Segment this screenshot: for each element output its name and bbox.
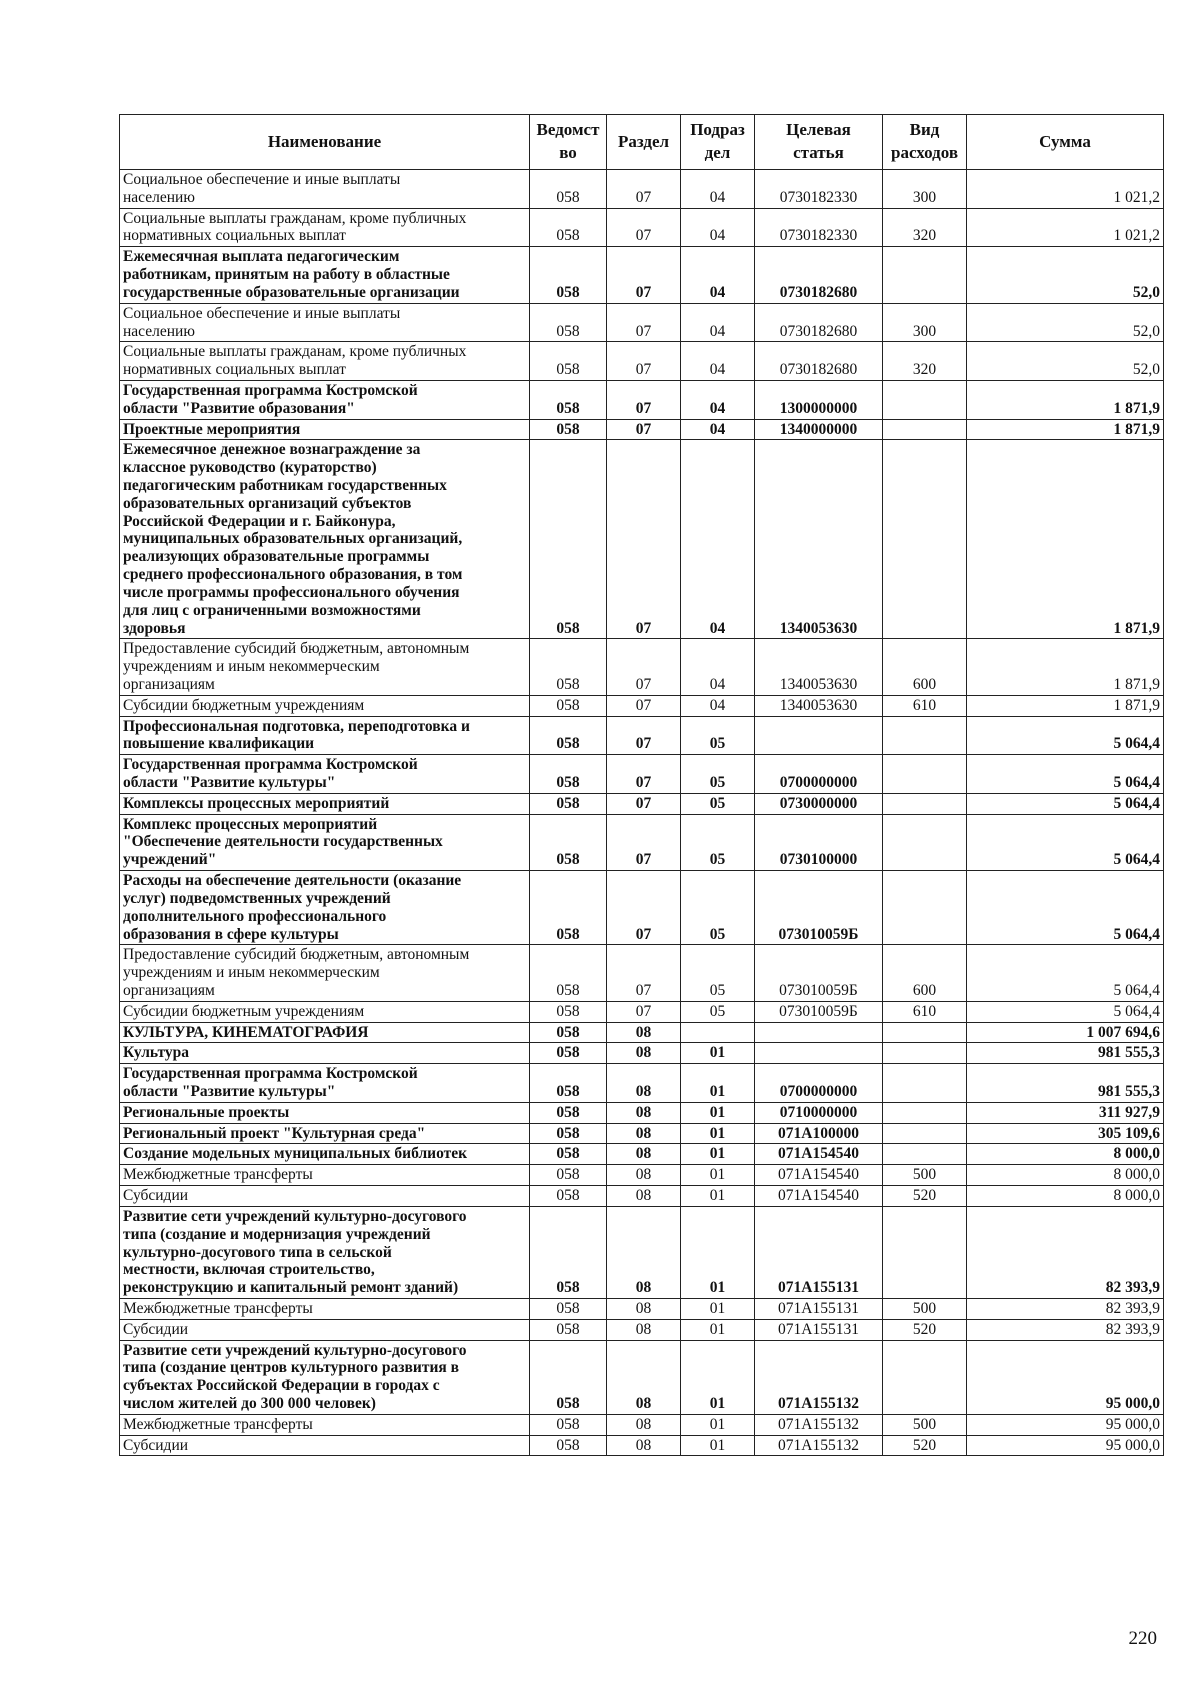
cell-name: Проектные мероприятия <box>120 419 530 440</box>
cell-target-item: 1340053630 <box>755 639 883 695</box>
cell-target-item: 0730182330 <box>755 170 883 209</box>
cell-expense-type: 320 <box>883 342 967 381</box>
cell-name: Профессиональная подготовка, переподготовка и повышение квалификации <box>120 716 530 755</box>
cell-section: 08 <box>607 1102 681 1123</box>
cell-subsection: 04 <box>681 639 755 695</box>
cell-target-item: 0730100000 <box>755 814 883 870</box>
cell-name: Предоставление субсидий бюджетным, автономным учреждениям и иным некоммерческим организациям <box>120 639 530 695</box>
table-row <box>120 1340 1164 1414</box>
cell-subsection: 04 <box>681 440 755 639</box>
cell-subsection: 01 <box>681 1043 755 1064</box>
cell-target-item: 0730182680 <box>755 247 883 303</box>
cell-department: 058 <box>530 1206 607 1298</box>
cell-amount: 1 021,2 <box>967 208 1164 247</box>
cell-section: 08 <box>607 1319 681 1340</box>
cell-department: 058 <box>530 1435 607 1456</box>
cell-amount: 1 021,2 <box>967 170 1164 209</box>
cell-section: 08 <box>607 1043 681 1064</box>
cell-subsection: 01 <box>681 1064 755 1103</box>
cell-department: 058 <box>530 1064 607 1103</box>
cell-section: 08 <box>607 1340 681 1414</box>
table-row <box>120 1435 1164 1456</box>
cell-name: Межбюджетные трансферты <box>120 1414 530 1435</box>
cell-target-item: 071A154540 <box>755 1144 883 1165</box>
table-header <box>120 115 1164 170</box>
cell-amount: 82 393,9 <box>967 1206 1164 1298</box>
cell-amount: 95 000,0 <box>967 1435 1164 1456</box>
cell-target-item <box>755 1043 883 1064</box>
cell-name: Создание модельных муниципальных библиотек <box>120 1144 530 1165</box>
cell-name: Социальные выплаты гражданам, кроме публичных нормативных социальных выплат <box>120 208 530 247</box>
cell-subsection: 01 <box>681 1298 755 1319</box>
table-row <box>120 1102 1164 1123</box>
cell-amount: 5 064,4 <box>967 716 1164 755</box>
cell-target-item: 071A155131 <box>755 1206 883 1298</box>
cell-department: 058 <box>530 342 607 381</box>
cell-amount: 1 871,9 <box>967 440 1164 639</box>
table-row <box>120 342 1164 381</box>
cell-section: 07 <box>607 695 681 716</box>
cell-target-item: 073010059Б <box>755 945 883 1001</box>
header-expense-type: Вид расходов <box>883 115 967 170</box>
cell-expense-type: 610 <box>883 695 967 716</box>
table-row <box>120 303 1164 342</box>
cell-section: 07 <box>607 945 681 1001</box>
cell-expense-type <box>883 1043 967 1064</box>
cell-name: Социальное обеспечение и иные выплаты населению <box>120 170 530 209</box>
cell-department: 058 <box>530 1022 607 1043</box>
cell-amount: 1 871,9 <box>967 639 1164 695</box>
cell-target-item: 073010059Б <box>755 871 883 945</box>
table-row <box>120 1123 1164 1144</box>
cell-section: 08 <box>607 1064 681 1103</box>
cell-subsection: 01 <box>681 1102 755 1123</box>
cell-name: Государственная программа Костромской области "Развитие образования" <box>120 380 530 419</box>
cell-target-item <box>755 1022 883 1043</box>
cell-subsection: 04 <box>681 695 755 716</box>
cell-name: Социальные выплаты гражданам, кроме публичных нормативных социальных выплат <box>120 342 530 381</box>
cell-name: Межбюджетные трансферты <box>120 1165 530 1186</box>
cell-target-item: 0730182680 <box>755 303 883 342</box>
cell-section: 07 <box>607 814 681 870</box>
cell-amount: 52,0 <box>967 342 1164 381</box>
cell-name: Субсидии <box>120 1319 530 1340</box>
cell-department: 058 <box>530 814 607 870</box>
cell-department: 058 <box>530 303 607 342</box>
cell-amount: 8 000,0 <box>967 1144 1164 1165</box>
cell-amount: 82 393,9 <box>967 1319 1164 1340</box>
cell-target-item: 0730182330 <box>755 208 883 247</box>
cell-amount: 1 871,9 <box>967 419 1164 440</box>
cell-amount: 5 064,4 <box>967 871 1164 945</box>
cell-target-item: 071A155132 <box>755 1340 883 1414</box>
cell-subsection: 04 <box>681 380 755 419</box>
table-row <box>120 208 1164 247</box>
cell-amount: 981 555,3 <box>967 1064 1164 1103</box>
cell-section: 08 <box>607 1165 681 1186</box>
cell-name: Межбюджетные трансферты <box>120 1298 530 1319</box>
cell-expense-type <box>883 793 967 814</box>
cell-expense-type <box>883 440 967 639</box>
cell-department: 058 <box>530 1165 607 1186</box>
cell-subsection: 01 <box>681 1414 755 1435</box>
table-row <box>120 945 1164 1001</box>
cell-amount: 95 000,0 <box>967 1340 1164 1414</box>
cell-department: 058 <box>530 793 607 814</box>
cell-name: Развитие сети учреждений культурно-досугового типа (создание центров культурного развития в субъектах Российской Федерации в городах с числом жителей до 300 000 человек) <box>120 1340 530 1414</box>
cell-target-item: 071A155132 <box>755 1435 883 1456</box>
cell-section: 07 <box>607 1001 681 1022</box>
cell-subsection: 01 <box>681 1144 755 1165</box>
cell-department: 058 <box>530 170 607 209</box>
cell-section: 07 <box>607 342 681 381</box>
cell-section: 07 <box>607 639 681 695</box>
table-row <box>120 716 1164 755</box>
cell-name: Предоставление субсидий бюджетным, автономным учреждениям и иным некоммерческим организациям <box>120 945 530 1001</box>
cell-section: 08 <box>607 1298 681 1319</box>
cell-name: Ежемесячное денежное вознаграждение за классное руководство (кураторство) педагогическим работникам государственных образовательных организаций субъектов Российской Федерации и г. Байконура, муниципальных образовательных организаций, реализующих образовательные программы среднего профессионального образования, в том числе программы профессионального обучения для лиц с ограниченными возможностями здоровья <box>120 440 530 639</box>
cell-subsection: 04 <box>681 303 755 342</box>
cell-section: 08 <box>607 1144 681 1165</box>
table-row <box>120 1001 1164 1022</box>
cell-expense-type: 600 <box>883 639 967 695</box>
cell-expense-type <box>883 1340 967 1414</box>
cell-expense-type <box>883 1064 967 1103</box>
cell-name: Комплексы процессных мероприятий <box>120 793 530 814</box>
cell-department: 058 <box>530 1414 607 1435</box>
cell-name: Государственная программа Костромской области "Развитие культуры" <box>120 755 530 794</box>
cell-department: 058 <box>530 945 607 1001</box>
cell-department: 058 <box>530 208 607 247</box>
cell-name: Субсидии <box>120 1186 530 1207</box>
cell-amount: 981 555,3 <box>967 1043 1164 1064</box>
cell-amount: 5 064,4 <box>967 1001 1164 1022</box>
cell-target-item: 1340000000 <box>755 419 883 440</box>
cell-subsection: 01 <box>681 1123 755 1144</box>
cell-amount: 95 000,0 <box>967 1414 1164 1435</box>
cell-expense-type: 500 <box>883 1298 967 1319</box>
cell-expense-type: 300 <box>883 303 967 342</box>
table-row <box>120 1319 1164 1340</box>
cell-department: 058 <box>530 1319 607 1340</box>
header-target-item: Целевая статья <box>755 115 883 170</box>
table-row <box>120 814 1164 870</box>
table-row <box>120 755 1164 794</box>
cell-expense-type <box>883 1022 967 1043</box>
cell-amount: 5 064,4 <box>967 793 1164 814</box>
cell-target-item: 1340053630 <box>755 695 883 716</box>
table-row <box>120 1414 1164 1435</box>
cell-department: 058 <box>530 1340 607 1414</box>
cell-expense-type <box>883 419 967 440</box>
cell-expense-type: 500 <box>883 1414 967 1435</box>
cell-subsection: 04 <box>681 419 755 440</box>
cell-subsection: 01 <box>681 1319 755 1340</box>
cell-expense-type: 300 <box>883 170 967 209</box>
table-row <box>120 1186 1164 1207</box>
table-row <box>120 1165 1164 1186</box>
table-body <box>120 170 1164 1456</box>
table-row <box>120 1022 1164 1043</box>
cell-subsection: 04 <box>681 170 755 209</box>
cell-department: 058 <box>530 380 607 419</box>
table-row <box>120 639 1164 695</box>
table-row <box>120 419 1164 440</box>
table-row <box>120 170 1164 209</box>
cell-amount: 1 007 694,6 <box>967 1022 1164 1043</box>
cell-name: Расходы на обеспечение деятельности (оказание услуг) подведомственных учреждений дополнительного профессионального образования в сфере культуры <box>120 871 530 945</box>
cell-expense-type: 600 <box>883 945 967 1001</box>
cell-department: 058 <box>530 716 607 755</box>
cell-section: 07 <box>607 871 681 945</box>
cell-subsection: 05 <box>681 716 755 755</box>
cell-department: 058 <box>530 419 607 440</box>
cell-department: 058 <box>530 247 607 303</box>
cell-department: 058 <box>530 695 607 716</box>
cell-expense-type <box>883 1102 967 1123</box>
cell-section: 08 <box>607 1435 681 1456</box>
cell-section: 07 <box>607 170 681 209</box>
cell-name: Субсидии <box>120 1435 530 1456</box>
cell-department: 058 <box>530 1186 607 1207</box>
cell-target-item: 0710000000 <box>755 1102 883 1123</box>
cell-target-item: 0700000000 <box>755 1064 883 1103</box>
cell-section: 08 <box>607 1414 681 1435</box>
cell-department: 058 <box>530 440 607 639</box>
cell-department: 058 <box>530 755 607 794</box>
cell-amount: 5 064,4 <box>967 755 1164 794</box>
cell-name: Региональные проекты <box>120 1102 530 1123</box>
cell-target-item: 071A155131 <box>755 1319 883 1340</box>
table-row <box>120 440 1164 639</box>
cell-subsection: 05 <box>681 945 755 1001</box>
cell-name: Субсидии бюджетным учреждениям <box>120 695 530 716</box>
cell-department: 058 <box>530 1298 607 1319</box>
cell-department: 058 <box>530 1001 607 1022</box>
cell-target-item: 0730182680 <box>755 342 883 381</box>
table-row <box>120 695 1164 716</box>
cell-subsection: 01 <box>681 1165 755 1186</box>
table-row <box>120 1064 1164 1103</box>
header-name: Наименование <box>120 115 530 170</box>
cell-subsection: 05 <box>681 814 755 870</box>
cell-target-item: 071A154540 <box>755 1165 883 1186</box>
table-row <box>120 1043 1164 1064</box>
cell-target-item: 071A155132 <box>755 1414 883 1435</box>
cell-expense-type <box>883 1144 967 1165</box>
cell-subsection: 01 <box>681 1186 755 1207</box>
cell-section: 07 <box>607 419 681 440</box>
cell-subsection: 04 <box>681 208 755 247</box>
cell-name: Региональный проект "Культурная среда" <box>120 1123 530 1144</box>
table-row <box>120 871 1164 945</box>
cell-subsection: 01 <box>681 1206 755 1298</box>
cell-target-item: 071A154540 <box>755 1186 883 1207</box>
table-row <box>120 247 1164 303</box>
cell-name: Культура <box>120 1043 530 1064</box>
cell-department: 058 <box>530 1043 607 1064</box>
table-row <box>120 380 1164 419</box>
cell-name: КУЛЬТУРА, КИНЕМАТОГРАФИЯ <box>120 1022 530 1043</box>
table-row <box>120 793 1164 814</box>
cell-expense-type: 520 <box>883 1186 967 1207</box>
cell-department: 058 <box>530 639 607 695</box>
cell-expense-type <box>883 814 967 870</box>
cell-expense-type <box>883 1123 967 1144</box>
cell-amount: 8 000,0 <box>967 1186 1164 1207</box>
page-number: 220 <box>1128 1628 1157 1649</box>
cell-section: 07 <box>607 247 681 303</box>
cell-name: Развитие сети учреждений культурно-досугового типа (создание и модернизация учреждений культурно-досугового типа в сельской местности, включая строительство, реконструкцию и капитальный ремонт зданий) <box>120 1206 530 1298</box>
cell-section: 08 <box>607 1206 681 1298</box>
cell-amount: 5 064,4 <box>967 814 1164 870</box>
cell-amount: 1 871,9 <box>967 380 1164 419</box>
cell-department: 058 <box>530 1144 607 1165</box>
header-section: Раздел <box>607 115 681 170</box>
cell-section: 07 <box>607 793 681 814</box>
cell-subsection: 05 <box>681 1001 755 1022</box>
cell-name: Комплекс процессных мероприятий "Обеспечение деятельности государственных учреждений" <box>120 814 530 870</box>
cell-expense-type <box>883 247 967 303</box>
cell-expense-type: 520 <box>883 1319 967 1340</box>
cell-section: 07 <box>607 380 681 419</box>
cell-expense-type <box>883 871 967 945</box>
cell-department: 058 <box>530 1102 607 1123</box>
cell-expense-type: 610 <box>883 1001 967 1022</box>
cell-subsection: 01 <box>681 1340 755 1414</box>
table-row <box>120 1144 1164 1165</box>
cell-amount: 311 927,9 <box>967 1102 1164 1123</box>
cell-amount: 52,0 <box>967 303 1164 342</box>
cell-section: 08 <box>607 1186 681 1207</box>
table-row <box>120 1298 1164 1319</box>
cell-section: 07 <box>607 208 681 247</box>
header-subsection: Подраз дел <box>681 115 755 170</box>
cell-name: Государственная программа Костромской области "Развитие культуры" <box>120 1064 530 1103</box>
cell-expense-type <box>883 380 967 419</box>
cell-department: 058 <box>530 871 607 945</box>
cell-expense-type: 320 <box>883 208 967 247</box>
cell-amount: 8 000,0 <box>967 1165 1164 1186</box>
cell-target-item: 1300000000 <box>755 380 883 419</box>
cell-name: Ежемесячная выплата педагогическим работникам, принятым на работу в областные государственные образовательные организации <box>120 247 530 303</box>
cell-target-item: 0700000000 <box>755 755 883 794</box>
cell-subsection: 01 <box>681 1435 755 1456</box>
cell-amount: 82 393,9 <box>967 1298 1164 1319</box>
cell-target-item: 0730000000 <box>755 793 883 814</box>
cell-section: 07 <box>607 303 681 342</box>
cell-department: 058 <box>530 1123 607 1144</box>
cell-section: 08 <box>607 1022 681 1043</box>
cell-expense-type: 520 <box>883 1435 967 1456</box>
cell-subsection: 04 <box>681 342 755 381</box>
cell-subsection <box>681 1022 755 1043</box>
cell-section: 07 <box>607 755 681 794</box>
cell-subsection: 05 <box>681 871 755 945</box>
cell-name: Субсидии бюджетным учреждениям <box>120 1001 530 1022</box>
cell-expense-type: 500 <box>883 1165 967 1186</box>
budget-table <box>119 114 1164 1456</box>
cell-target-item: 071A100000 <box>755 1123 883 1144</box>
cell-target-item: 073010059Б <box>755 1001 883 1022</box>
cell-expense-type <box>883 755 967 794</box>
cell-expense-type <box>883 716 967 755</box>
table-row <box>120 1206 1164 1298</box>
cell-target-item: 071A155131 <box>755 1298 883 1319</box>
cell-subsection: 04 <box>681 247 755 303</box>
cell-subsection: 05 <box>681 755 755 794</box>
cell-target-item: 1340053630 <box>755 440 883 639</box>
cell-amount: 1 871,9 <box>967 695 1164 716</box>
cell-subsection: 05 <box>681 793 755 814</box>
cell-section: 08 <box>607 1123 681 1144</box>
cell-amount: 52,0 <box>967 247 1164 303</box>
cell-expense-type <box>883 1206 967 1298</box>
cell-amount: 5 064,4 <box>967 945 1164 1001</box>
cell-section: 07 <box>607 440 681 639</box>
header-amount: Сумма <box>967 115 1164 170</box>
cell-amount: 305 109,6 <box>967 1123 1164 1144</box>
header-department: Ведомст во <box>530 115 607 170</box>
cell-target-item <box>755 716 883 755</box>
cell-name: Социальное обеспечение и иные выплаты населению <box>120 303 530 342</box>
cell-section: 07 <box>607 716 681 755</box>
